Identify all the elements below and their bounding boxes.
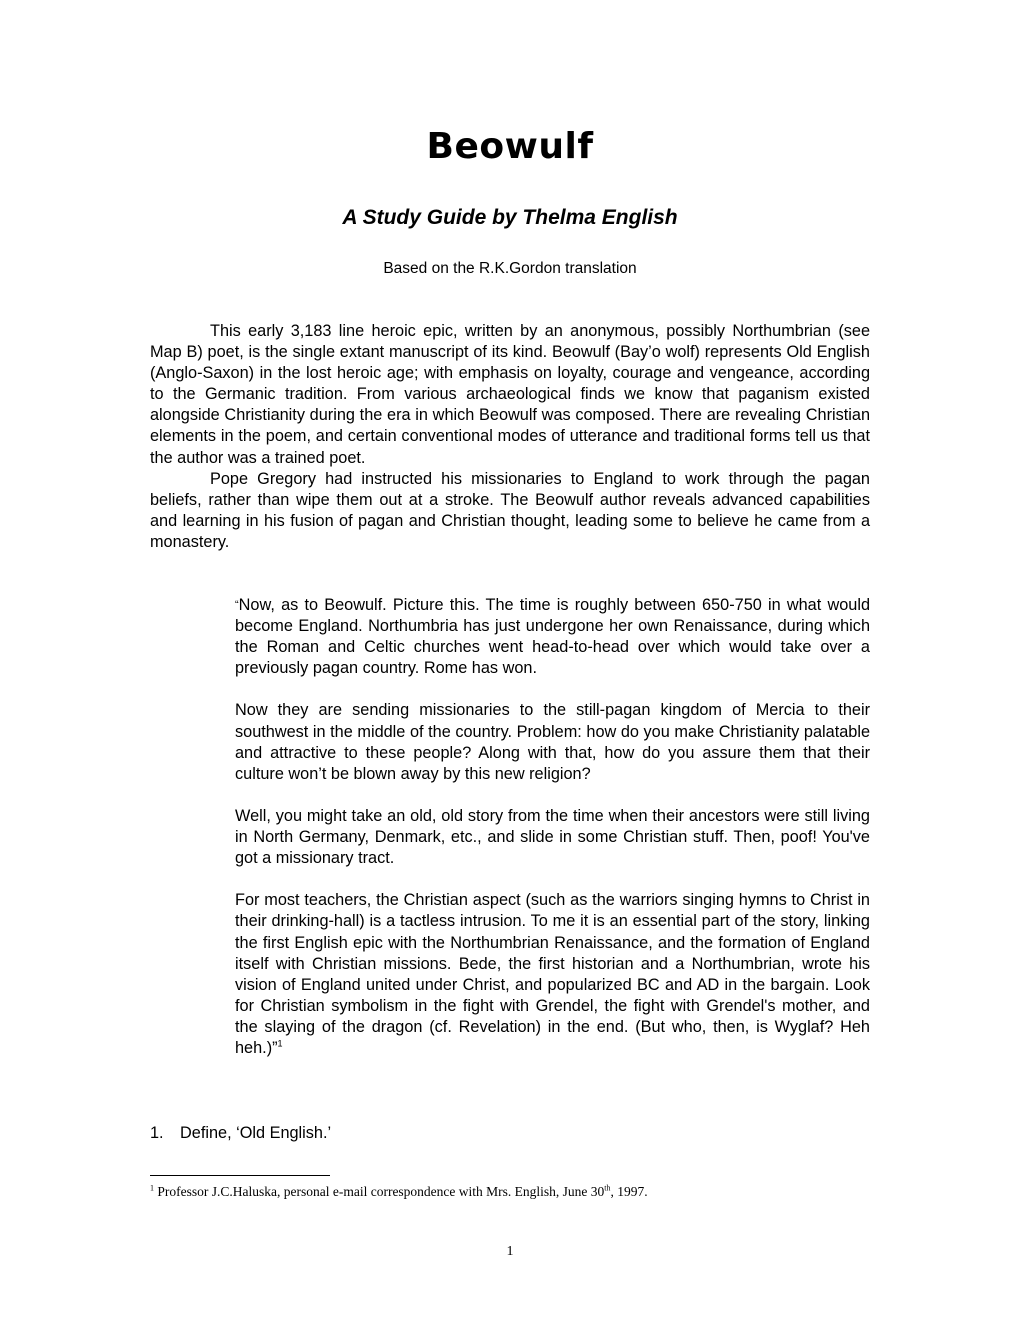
quote-paragraph <box>235 890 870 1059</box>
page-number: 1 <box>506 1244 514 1259</box>
document-subtitle: A Study Guide by Thelma English <box>342 206 678 229</box>
intro-paragraph: Pope Gregory had instructed his missionaries to England to work through the pagan beliefs, rather than wipe them out at a stroke. The Beowulf author reveals advanced capabilities and learning in his fusion of pagan and Christian thought, leading some to believe he came from a monastery. <box>150 469 870 551</box>
quote-paragraph <box>235 595 870 679</box>
intro-paragraph: This early 3,183 line heroic epic, written by an anonymous, possibly Northumbrian (see Map B) poet, is the single extant manuscript of its kind. Beowulf (Bay’o wolf) represents Old English (Anglo-Saxon) in the lost heroic age; with emphasis on loyalty, courage and vengeance, according to the Germanic tradition. From various archaeological finds we know that paganism existed alongside Christianity during the era in which Beowulf was composed. There are revealing Christian elements in the poem, and certain conventional modes of utterance and traditional forms tell us that the author was a trained poet. <box>150 322 870 467</box>
quote-paragraph: Well, you might take an old, old story from the time when their ancestors were still living in North Germany, Denmark, etc., and slide in some Christian stuff. Then, poof! You've got a missionary tract. <box>235 806 870 868</box>
footnote-separator <box>150 1175 330 1176</box>
footnote-reference[interactable]: 1 <box>277 1038 283 1049</box>
footnote-text-end: , 1997. <box>610 1184 648 1199</box>
question-text: Define, ‘Old English.’ <box>180 1124 332 1142</box>
quote-text: Now, as to Beowulf. Picture this. The time is roughly between 650-750 in what would become England. Northumbria has just undergone her own Renaissance, during which the Roman and Celtic churches went head-to-head over which would take over a previously pagan country. Rome has won. <box>235 596 870 678</box>
question-item <box>150 1123 870 1144</box>
document-title: Beowulf <box>426 126 594 167</box>
quote-text: For most teachers, the Christian aspect (such as the warriors singing hymns to Christ in their drinking-hall) is a tactless intrusion. To me it is an essential part of the story, linking the first English epic with the Northumbrian Renaissance, and the formation of England itself with Christian missions. Bede, the first historian and a Northumbrian, wrote his vision of England united under Christ, and popularized BC and AD in the bargain. Look for Christian symbolism in the fight with Grendel, the fight with Grendel's mother, and the slaying of the dragon (cf. Revelation) in the end. (But who, then, is Wyglaf? Heh heh.)” <box>235 891 870 1057</box>
footnote-ordinal-suffix: th <box>604 1183 611 1193</box>
open-quote-mark: “ <box>235 599 239 611</box>
footnote-text: Professor J.C.Haluska, personal e-mail correspondence with Mrs. English, June 30 <box>154 1184 605 1199</box>
quote-paragraph: Now they are sending missionaries to the still-pagan kingdom of Mercia to their southwest in the middle of the country. Problem: how do you make Christianity palatable and attractive to these people? Along with that, how do you assure them that their culture won’t be blown away by this new religion? <box>235 701 870 783</box>
question-number: 1. <box>150 1124 164 1142</box>
translation-note: Based on the R.K.Gordon translation <box>383 260 637 277</box>
footnote-marker: 1 <box>150 1183 154 1193</box>
footnote <box>150 1183 870 1201</box>
block-quote <box>235 595 870 1080</box>
intro-section <box>150 321 870 553</box>
